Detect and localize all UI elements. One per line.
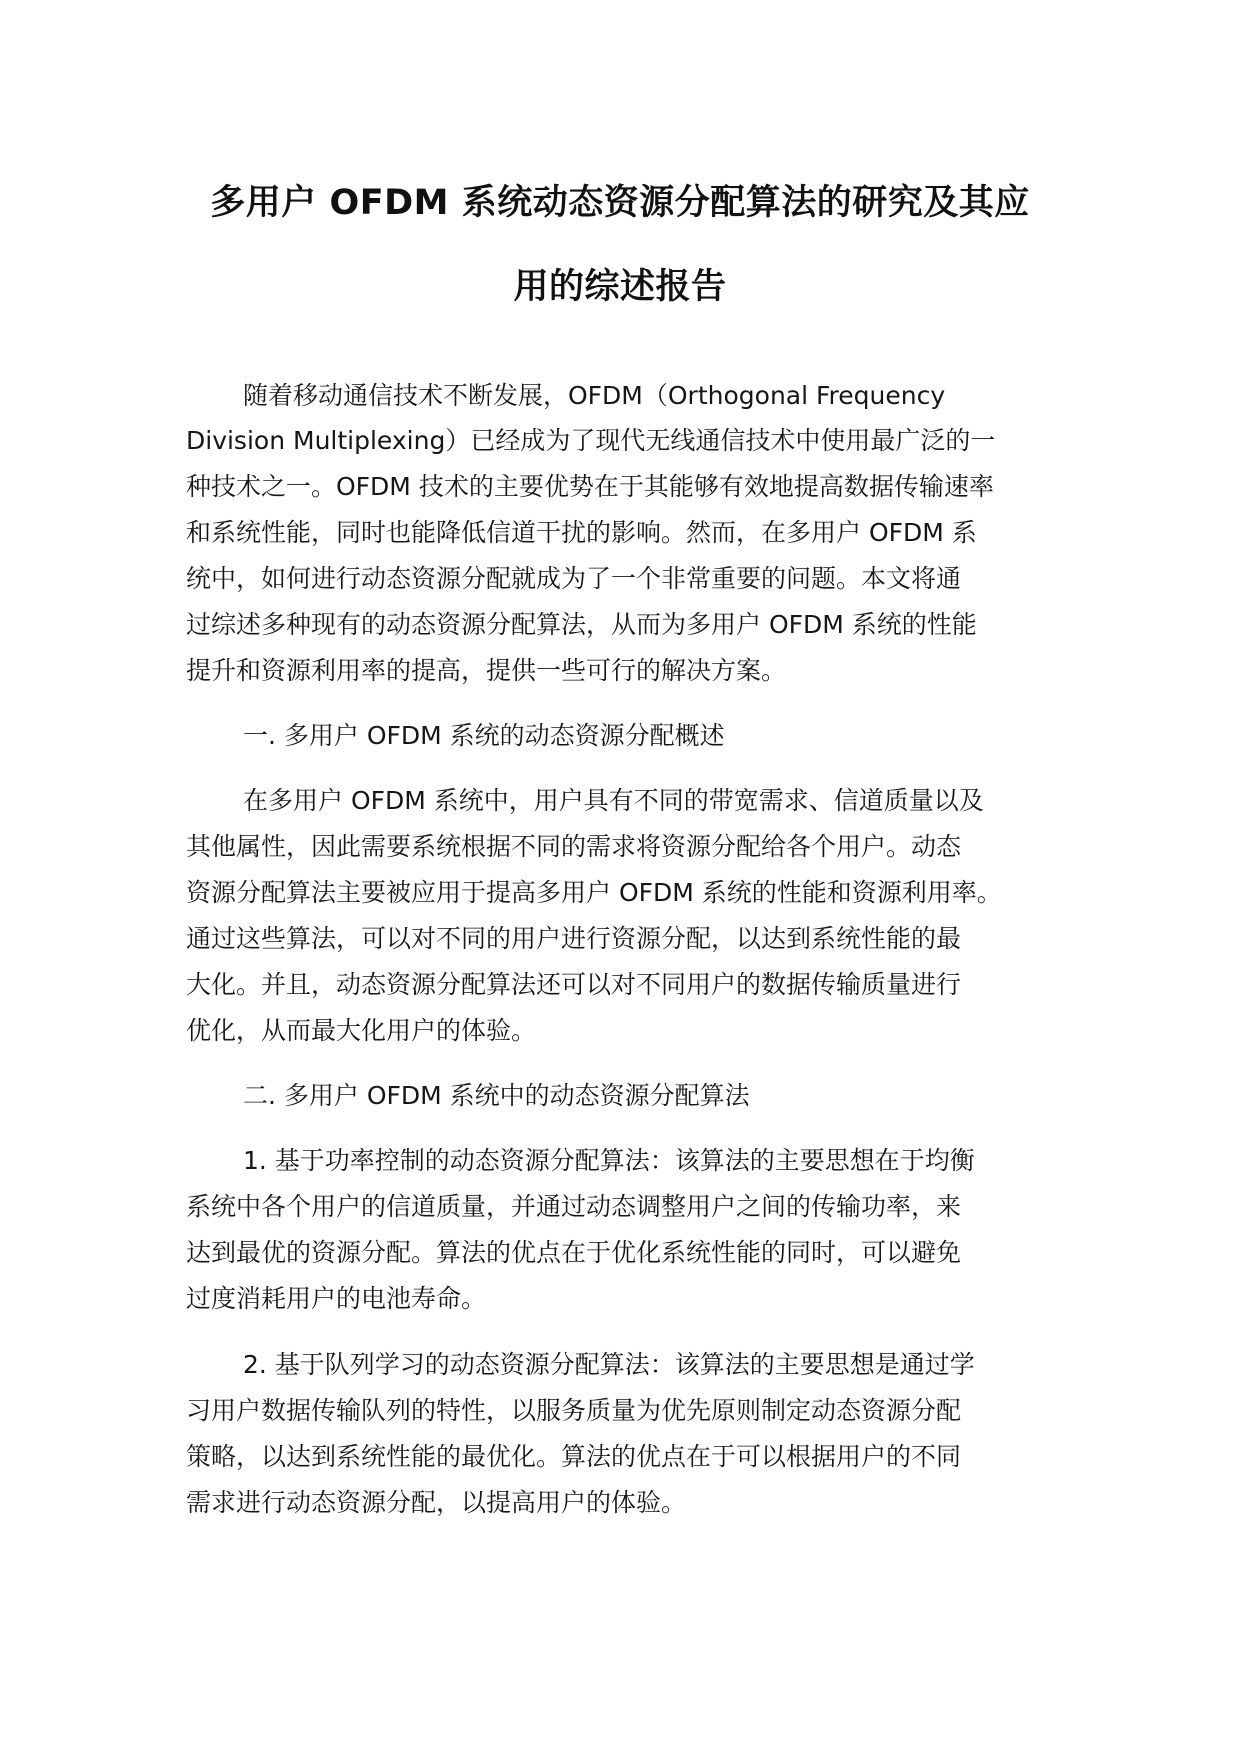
paragraph-power-control-line: 系统中各个用户的信道质量，并通过动态调整用户之间的传输功率，来 <box>186 1192 962 1221</box>
paragraph-intro-line: 提升和资源利用率的提高，提供一些可行的解决方案。 <box>186 656 787 685</box>
paragraph-overview-line: 资源分配算法主要被应用于提高多用户 OFDM 系统的性能和资源利用率。 <box>186 878 1002 907</box>
paragraph-queue-learning-line: 策略，以达到系统性能的最优化。算法的优点在于可以根据用户的不同 <box>186 1442 962 1471</box>
paragraph-overview-line: 其他属性，因此需要系统根据不同的需求将资源分配给各个用户。动态 <box>186 832 962 861</box>
paragraph-overview-line: 大化。并且，动态资源分配算法还可以对不同用户的数据传输质量进行 <box>186 970 962 999</box>
paragraph-overview-line: 优化，从而最大化用户的体验。 <box>186 1016 537 1045</box>
paragraph-queue-learning-line: 习用户数据传输队列的特性，以服务质量为优先原则制定动态资源分配 <box>186 1396 962 1425</box>
paragraph-power-control-line: 达到最优的资源分配。算法的优点在于优化系统性能的同时，可以避免 <box>186 1238 962 1267</box>
paragraph-intro-line: 和系统性能，同时也能降低信道干扰的影响。然而，在多用户 OFDM 系 <box>186 518 977 547</box>
paragraph-queue-learning-line: 2. 基于队列学习的动态资源分配算法：该算法的主要思想是通过学 <box>243 1350 975 1379</box>
paragraph-power-control-line: 过度消耗用户的电池寿命。 <box>186 1284 487 1313</box>
document-title-line-1: 多用户 OFDM 系统动态资源分配算法的研究及其应 <box>210 183 1030 223</box>
paragraph-intro-line: 过综述多种现有的动态资源分配算法，从而为多用户 OFDM 系统的性能 <box>186 610 977 639</box>
section-heading-algorithms: 二. 多用户 OFDM 系统中的动态资源分配算法 <box>243 1081 750 1110</box>
paragraph-intro-line: 种技术之一。OFDM 技术的主要优势在于其能够有效地提高数据传输速率 <box>186 472 994 501</box>
paragraph-intro-line: 统中，如何进行动态资源分配就成为了一个非常重要的问题。本文将通 <box>186 564 962 593</box>
document-title-line-2: 用的综述报告 <box>513 267 727 307</box>
paragraph-power-control-line: 1. 基于功率控制的动态资源分配算法：该算法的主要思想在于均衡 <box>243 1146 975 1175</box>
paragraph-intro-line: 随着移动通信技术不断发展，OFDM（Orthogonal Frequency <box>243 381 946 410</box>
paragraph-overview-line: 在多用户 OFDM 系统中，用户具有不同的带宽需求、信道质量以及 <box>243 786 984 815</box>
paragraph-queue-learning-line: 需求进行动态资源分配，以提高用户的体验。 <box>186 1488 687 1517</box>
paragraph-intro-line: Division Multiplexing）已经成为了现代无线通信技术中使用最广泛的一 <box>186 426 996 455</box>
section-heading-overview: 一. 多用户 OFDM 系统的动态资源分配概述 <box>243 721 725 750</box>
paragraph-overview-line: 通过这些算法，可以对不同的用户进行资源分配，以达到系统性能的最 <box>186 924 962 953</box>
